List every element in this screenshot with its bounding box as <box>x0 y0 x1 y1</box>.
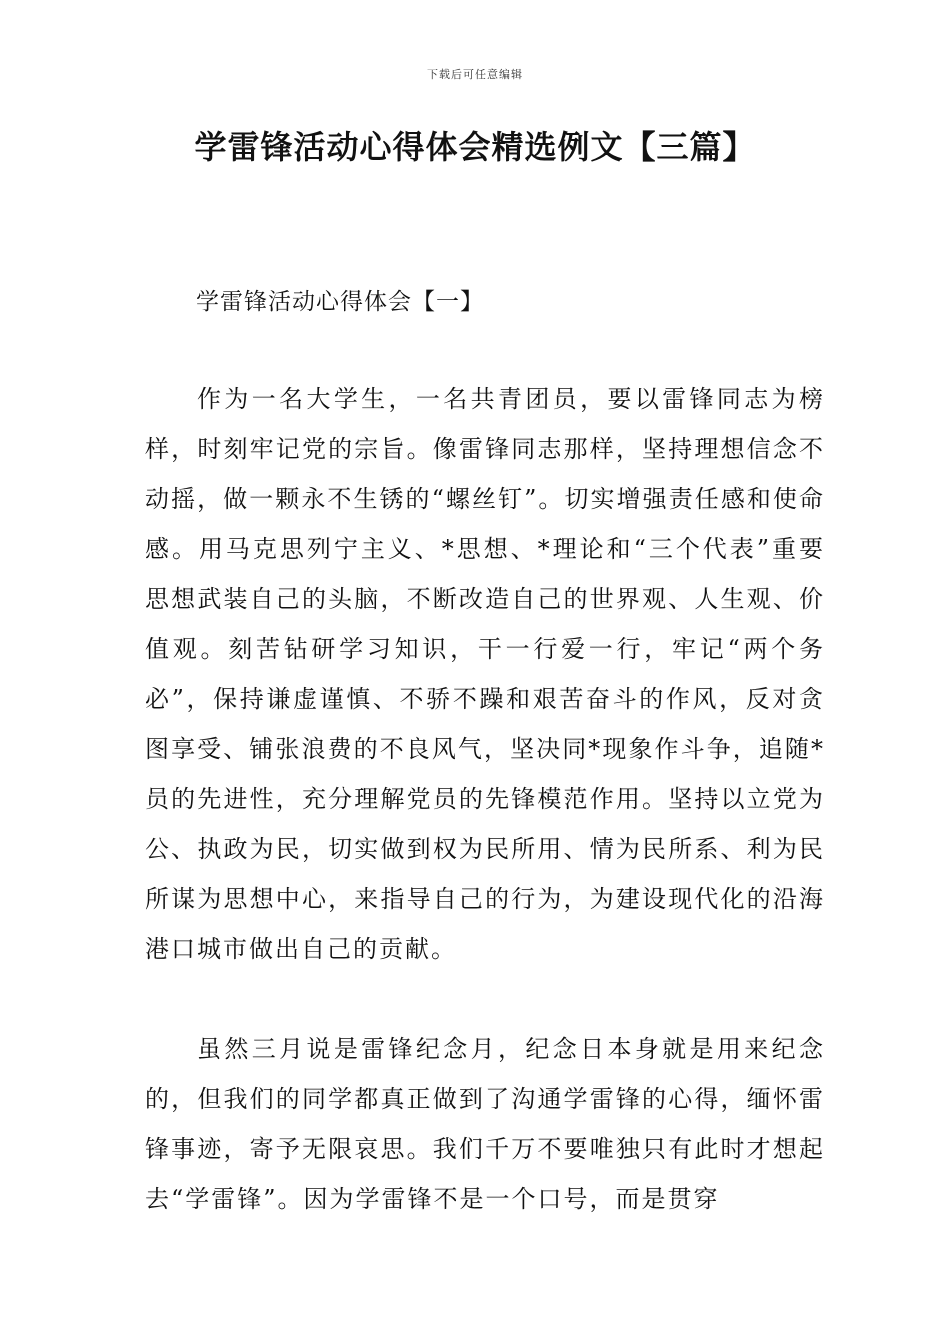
document-title: 学雷锋活动心得体会精选例文【三篇】 <box>194 128 756 166</box>
section-heading: 学雷锋活动心得体会【一】 <box>196 289 484 315</box>
header-note: 下载后可任意编辑 <box>427 68 523 81</box>
body-paragraph-2: 虽然三月说是雷锋纪念月，纪念日本身就是用来纪念的，但我们的同学都真正做到了沟通学雷锋的心得，缅怀雷锋事迹，寄予无限哀思。我们千万不要唯独只有此时才想起去“学雷锋”。因为学雷锋不是一个口号，而是贯穿 <box>145 1035 825 1213</box>
body-paragraph-1: 作为一名大学生，一名共青团员，要以雷锋同志为榜样，时刻牢记党的宗旨。像雷锋同志那样，坚持理想信念不动摇，做一颗永不生锈的“螺丝钉”。切实增强责任感和使命感。用马克思列宁主义、*思想、*理论和“三个代表”重要思想武装自己的头脑，不断改造自己的世界观、人生观、价值观。刻苦钻研学习知识，干一行爱一行，牢记“两个务必”，保持谦虚谨慎、不骄不躁和艰苦奋斗的作风，反对贪图享受、铺张浪费的不良风气，坚决同*现象作斗争，追随*员的先进性，充分理解党员的先锋模范作用。坚持以立党为公、执政为民，切实做到权为民所用、情为民所系、利为民所谋为思想中心，来指导自己的行为，为建设现代化的沿海港口城市做出自己的贡献。 <box>145 385 825 963</box>
